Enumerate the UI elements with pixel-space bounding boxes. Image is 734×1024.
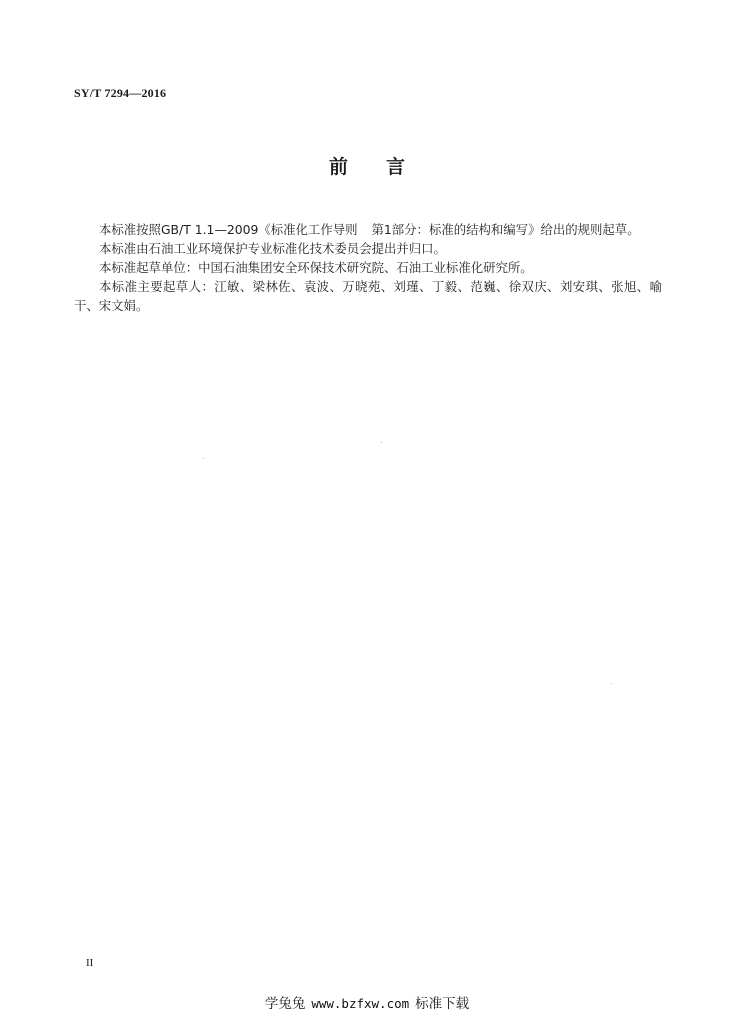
footer-watermark — [0, 992, 734, 1012]
scan-speck — [381, 442, 382, 443]
standard-code: SY/T 7294—2016 — [74, 86, 167, 100]
title-char-1: 前 — [328, 156, 348, 178]
paragraph-drafting-units: 本标准起草单位：中国石油集团安全环保技术研究院、石油工业标准化研究所。 — [99, 260, 533, 275]
page-number: II — [86, 957, 94, 969]
paragraph-drafters: 本标准主要起草人：江敏、梁林佐、袁波、万晓苑、刘瑾、丁毅、范巍、徐双庆、刘安琪、张旭、喻干、宋文娟。 — [74, 279, 662, 313]
foreword-body — [74, 220, 662, 315]
scan-speck — [611, 683, 612, 684]
title-char-2: 言 — [386, 156, 406, 178]
page-title — [0, 152, 734, 179]
paragraph-drafting-rules-part-a: 本标准按照GB/T 1.1—2009《标准化工作导则 — [99, 222, 358, 237]
footer-site-name: 学兔兔 — [264, 996, 306, 1012]
scan-speck — [203, 458, 204, 459]
paragraph-drafting-rules — [74, 220, 662, 239]
paragraph-proposer: 本标准由石油工业环境保护专业标准化技术委员会提出并归口。 — [99, 241, 446, 256]
footer-tagline: 标准下载 — [415, 996, 470, 1012]
paragraph-drafting-rules-part-b: 第1部分：标准的结构和编写》给出的规则起草。 — [371, 222, 640, 237]
footer-url[interactable]: www.bzfxw.com — [311, 996, 410, 1011]
